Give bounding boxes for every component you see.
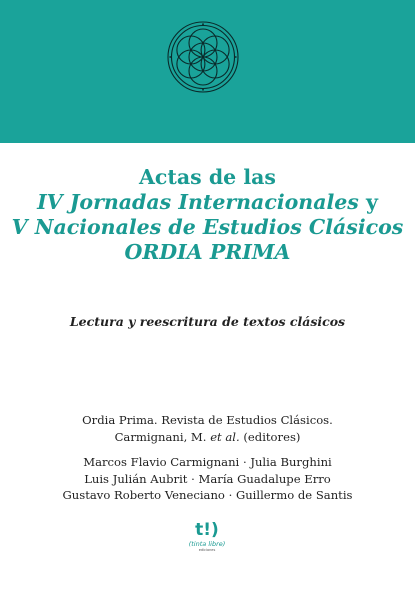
flower-of-life-emblem-icon [166,20,240,94]
publisher-logo [172,520,242,556]
title-line-2-tail: y [358,190,378,214]
header-band [0,0,415,143]
editors-name: Carmignani, M. [114,429,211,444]
title-line-3: V Nacionales de Estudios Clásicos [11,215,404,239]
publisher-name: (tinta libre) [188,540,226,548]
authors-line-2: Luis Julián Aubrit · María Guadalupe Erro [84,471,331,486]
editors-etal: et al. [210,429,240,444]
authors-line-3: Gustavo Roberto Veneciano · Guillermo de Santis [62,488,353,502]
book-subtitle: Lectura y reescritura de textos clásicos [69,314,346,329]
title-line-4: ORDIA PRIMA [124,240,291,264]
title-line-1: Actas de las [139,165,276,189]
journal-line: Ordia Prima. Revista de Estudios Clásicos. [82,413,333,427]
authors-line-1: Marcos Flavio Carmignani · Julia Burghini [83,455,332,469]
editors-role: (editores) [239,429,301,444]
book-title [0,165,415,265]
authors-block [0,454,415,504]
editors-block [0,412,415,445]
title-line-2 [0,190,415,215]
publisher-mark: t!) [195,520,219,540]
editors-line [0,429,415,446]
title-line-2-italic: IV Jornadas Internacionales [37,190,359,214]
publisher-sub: ediciones [198,548,216,552]
